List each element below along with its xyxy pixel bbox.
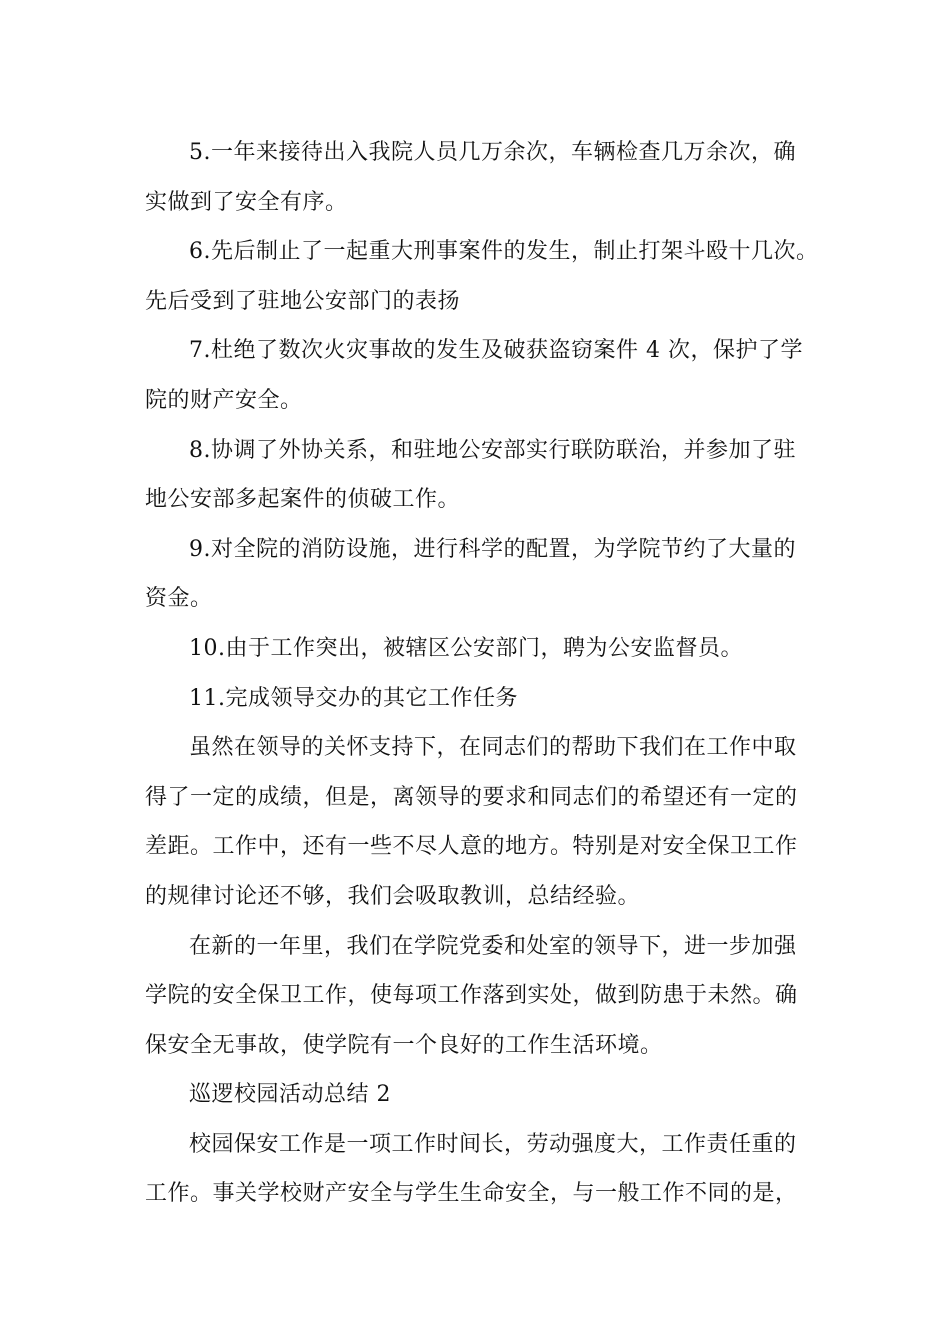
text-line: 在新的一年里，我们在学院党委和处室的领导下，进一步加强 xyxy=(189,933,797,959)
text-line: 6.先后制止了一起重大刑事案件的发生，制止打架斗殴十几次。 xyxy=(189,239,819,265)
text-line: 的规律讨论还不够，我们会吸取教训，总结经验。 xyxy=(145,883,641,909)
text-line: 虽然在领导的关怀支持下，在同志们的帮助下我们在工作中取 xyxy=(189,735,797,761)
text-line: 差距。工作中，还有一些不尽人意的地方。特别是对安全保卫工作 xyxy=(145,834,798,860)
paragraph-item-7 xyxy=(145,326,810,425)
text-line: 10.由于工作突出，被辖区公安部门，聘为公安监督员。 xyxy=(189,635,743,661)
text-line: 工作。事关学校财产安全与学生生命安全，与一般工作不同的是， xyxy=(145,1181,798,1207)
text-line: 院的财产安全。 xyxy=(145,387,303,413)
text-line: 9.对全院的消防设施，进行科学的配置，为学院节约了大量的 xyxy=(189,536,796,562)
paragraph-item-10 xyxy=(145,624,810,674)
paragraph-item-6 xyxy=(145,227,819,326)
text-line: 学院的安全保卫工作，使每项工作落到实处，做到防患于未然。确 xyxy=(145,983,798,1009)
paragraph-summary xyxy=(145,723,810,921)
text-line: 巡逻校园活动总结 2 xyxy=(189,1082,391,1108)
document-body xyxy=(145,128,819,1219)
paragraph-item-5 xyxy=(145,128,810,227)
text-line: 先后受到了驻地公安部门的表扬 xyxy=(145,288,461,314)
text-line: 5.一年来接待出入我院人员几万余次，车辆检查几万余次，确 xyxy=(189,140,796,165)
text-line: 8.协调了外协关系，和驻地公安部实行联防联治，并参加了驻 xyxy=(189,437,796,463)
text-line: 11.完成领导交办的其它工作任务 xyxy=(189,685,518,711)
section-heading xyxy=(145,1070,810,1120)
paragraph-item-8 xyxy=(145,426,810,525)
text-line: 得了一定的成绩，但是，离领导的要求和同志们的希望还有一定的 xyxy=(145,784,798,810)
paragraph-item-9 xyxy=(145,525,810,624)
text-line: 实做到了安全有序。 xyxy=(145,189,348,215)
text-line: 资金。 xyxy=(145,586,213,612)
text-line: 校园保安工作是一项工作时间长，劳动强度大，工作责任重的 xyxy=(189,1131,797,1157)
paragraph-campus-security xyxy=(145,1120,810,1219)
paragraph-item-11 xyxy=(145,674,810,724)
text-line: 保安全无事故，使学院有一个良好的工作生活环境。 xyxy=(145,1032,663,1058)
paragraph-outlook xyxy=(145,922,810,1071)
text-line: 地公安部多起案件的侦破工作。 xyxy=(145,487,461,513)
text-line: 7.杜绝了数次火灾事故的发生及破获盗窃案件 4 次，保护了学 xyxy=(189,338,803,364)
